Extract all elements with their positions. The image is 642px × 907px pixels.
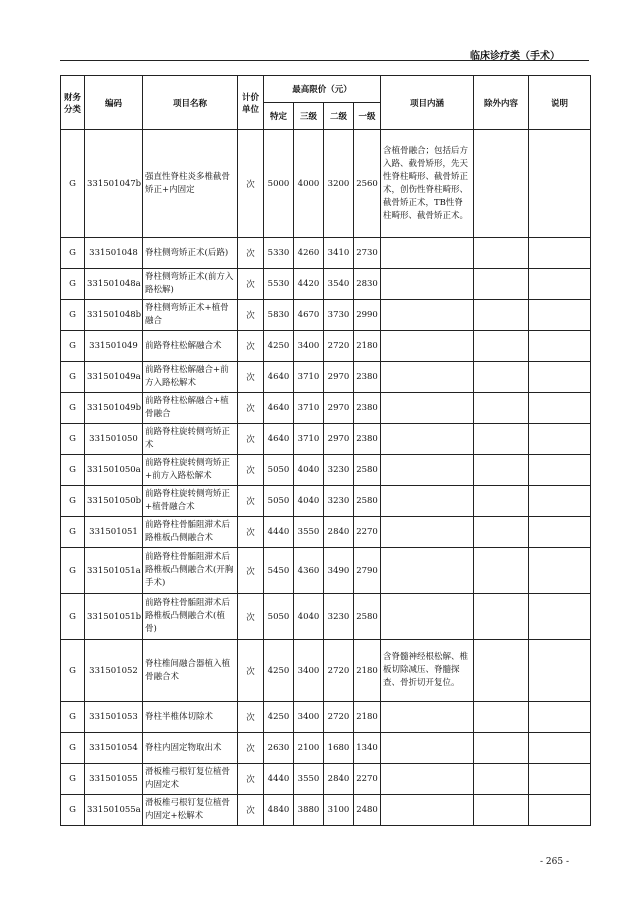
row-unit: 次 — [238, 764, 264, 795]
row-price-special: 4640 — [264, 393, 294, 424]
col-max-price: 最高限价（元） — [264, 76, 381, 103]
row-excluded — [474, 548, 529, 594]
table-row — [61, 424, 591, 455]
row-category: G — [61, 238, 85, 269]
row-name: 脊柱侧弯矫正术(前方入路松解) — [143, 269, 238, 300]
row-price-3: 4040 — [294, 455, 324, 486]
row-name: 前路脊柱骨骺阻滞术后路椎板凸侧融合术(植骨) — [143, 594, 238, 640]
row-price-1: 2790 — [354, 548, 381, 594]
row-notes — [529, 640, 591, 702]
row-price-2: 3540 — [324, 269, 354, 300]
row-price-1: 2480 — [354, 795, 381, 826]
table-row — [61, 640, 591, 702]
row-price-3: 4420 — [294, 269, 324, 300]
row-excluded — [474, 702, 529, 733]
table-row — [61, 455, 591, 486]
row-code: 331501049a — [85, 362, 143, 393]
row-price-1: 2580 — [354, 594, 381, 640]
row-notes — [529, 733, 591, 764]
row-name: 脊柱内固定物取出术 — [143, 733, 238, 764]
row-price-1: 2270 — [354, 764, 381, 795]
row-code: 331501049 — [85, 331, 143, 362]
row-price-1: 2380 — [354, 393, 381, 424]
row-price-3: 3400 — [294, 331, 324, 362]
row-price-1: 2560 — [354, 130, 381, 238]
row-price-1: 2730 — [354, 238, 381, 269]
row-price-1: 2380 — [354, 424, 381, 455]
section-header: 临床诊疗类（手术） — [470, 51, 560, 62]
row-price-3: 4260 — [294, 238, 324, 269]
row-unit: 次 — [238, 455, 264, 486]
row-price-special: 5050 — [264, 486, 294, 517]
row-price-3: 3710 — [294, 424, 324, 455]
row-notes — [529, 702, 591, 733]
row-notes — [529, 393, 591, 424]
row-price-3: 3400 — [294, 702, 324, 733]
row-code: 331501051b — [85, 594, 143, 640]
row-code: 331501053 — [85, 702, 143, 733]
row-unit: 次 — [238, 702, 264, 733]
row-unit: 次 — [238, 486, 264, 517]
row-category: G — [61, 331, 85, 362]
row-unit: 次 — [238, 517, 264, 548]
row-price-1: 2180 — [354, 331, 381, 362]
row-price-special: 2630 — [264, 733, 294, 764]
row-price-2: 2840 — [324, 517, 354, 548]
row-unit: 次 — [238, 269, 264, 300]
row-price-2: 1680 — [324, 733, 354, 764]
col-category: 财务分类 — [61, 76, 85, 130]
row-notes — [529, 517, 591, 548]
row-notes — [529, 130, 591, 238]
row-unit: 次 — [238, 548, 264, 594]
row-content — [381, 764, 474, 795]
row-price-special: 4440 — [264, 764, 294, 795]
row-notes — [529, 362, 591, 393]
row-price-3: 3400 — [294, 640, 324, 702]
row-price-3: 4040 — [294, 486, 324, 517]
row-code: 331501049b — [85, 393, 143, 424]
row-price-3: 4000 — [294, 130, 324, 238]
row-price-3: 4360 — [294, 548, 324, 594]
table-row — [61, 393, 591, 424]
row-category: G — [61, 517, 85, 548]
header-rule — [60, 60, 589, 61]
row-category: G — [61, 269, 85, 300]
row-category: G — [61, 393, 85, 424]
row-content: 含植骨融合；包括后方入路、截骨矫形，先天性脊柱畸形、截骨矫正术，创伤性脊柱畸形、截骨矫正术，TB性脊柱畸形、截骨矫正术。 — [381, 130, 474, 238]
row-notes — [529, 300, 591, 331]
row-notes — [529, 455, 591, 486]
row-price-2: 3490 — [324, 548, 354, 594]
row-excluded — [474, 300, 529, 331]
row-category: G — [61, 362, 85, 393]
row-name: 前路脊柱松解融合+前方入路松解术 — [143, 362, 238, 393]
row-price-2: 2970 — [324, 424, 354, 455]
row-price-2: 3410 — [324, 238, 354, 269]
row-unit: 次 — [238, 331, 264, 362]
col-tier-1: 一级 — [354, 103, 381, 130]
row-name: 前路脊柱松解融合术 — [143, 331, 238, 362]
row-price-special: 4640 — [264, 424, 294, 455]
row-content — [381, 424, 474, 455]
row-price-special: 5450 — [264, 548, 294, 594]
row-code: 331501050 — [85, 424, 143, 455]
row-price-2: 3230 — [324, 455, 354, 486]
row-price-2: 2970 — [324, 393, 354, 424]
row-excluded — [474, 269, 529, 300]
row-price-1: 2380 — [354, 362, 381, 393]
row-notes — [529, 548, 591, 594]
page-number: - 265 - — [540, 857, 569, 867]
table-row — [61, 238, 591, 269]
col-excluded: 除外内容 — [474, 76, 529, 130]
row-content — [381, 269, 474, 300]
col-unit: 计价单位 — [238, 76, 264, 130]
row-price-special: 4640 — [264, 362, 294, 393]
row-content — [381, 702, 474, 733]
row-category: G — [61, 764, 85, 795]
row-category: G — [61, 702, 85, 733]
row-content — [381, 331, 474, 362]
row-name: 脊柱侧弯矫正术+植骨融合 — [143, 300, 238, 331]
row-category: G — [61, 795, 85, 826]
col-tier-special: 特定 — [264, 103, 294, 130]
row-excluded — [474, 795, 529, 826]
row-code: 331501055 — [85, 764, 143, 795]
row-name: 滑板椎弓根钉复位植骨内固定+松解术 — [143, 795, 238, 826]
row-price-3: 3710 — [294, 393, 324, 424]
row-content — [381, 548, 474, 594]
row-price-2: 2720 — [324, 640, 354, 702]
row-price-1: 2580 — [354, 486, 381, 517]
row-notes — [529, 269, 591, 300]
table-row — [61, 130, 591, 238]
row-price-2: 3200 — [324, 130, 354, 238]
row-excluded — [474, 130, 529, 238]
row-name: 滑板椎弓根钉复位植骨内固定术 — [143, 764, 238, 795]
row-unit: 次 — [238, 362, 264, 393]
row-price-2: 3100 — [324, 795, 354, 826]
row-name: 强直性脊柱炎多椎截骨矫正+内固定 — [143, 130, 238, 238]
row-name: 脊柱半椎体切除术 — [143, 702, 238, 733]
col-tier-2: 二级 — [324, 103, 354, 130]
row-unit: 次 — [238, 238, 264, 269]
col-name: 项目名称 — [143, 76, 238, 130]
row-price-special: 5530 — [264, 269, 294, 300]
row-content — [381, 238, 474, 269]
row-excluded — [474, 640, 529, 702]
table-row — [61, 594, 591, 640]
row-content — [381, 733, 474, 764]
row-excluded — [474, 393, 529, 424]
row-price-special: 4250 — [264, 331, 294, 362]
table-row — [61, 795, 591, 826]
row-excluded — [474, 238, 529, 269]
row-price-3: 3710 — [294, 362, 324, 393]
row-unit: 次 — [238, 795, 264, 826]
row-price-3: 2100 — [294, 733, 324, 764]
table-row — [61, 486, 591, 517]
row-category: G — [61, 455, 85, 486]
row-content — [381, 393, 474, 424]
row-notes — [529, 331, 591, 362]
row-price-1: 2270 — [354, 517, 381, 548]
col-notes: 说明 — [529, 76, 591, 130]
row-code: 331501054 — [85, 733, 143, 764]
row-excluded — [474, 455, 529, 486]
row-price-special: 4440 — [264, 517, 294, 548]
row-name: 前路脊柱旋转侧弯矫正+植骨融合术 — [143, 486, 238, 517]
row-price-3: 3550 — [294, 517, 324, 548]
row-price-special: 5330 — [264, 238, 294, 269]
row-code: 331501052 — [85, 640, 143, 702]
row-price-special: 5050 — [264, 455, 294, 486]
row-price-1: 1340 — [354, 733, 381, 764]
row-unit: 次 — [238, 130, 264, 238]
row-price-special: 5050 — [264, 594, 294, 640]
row-category: G — [61, 548, 85, 594]
row-code: 331501048b — [85, 300, 143, 331]
row-price-1: 2180 — [354, 640, 381, 702]
row-category: G — [61, 486, 85, 517]
row-price-3: 3550 — [294, 764, 324, 795]
row-price-special: 4840 — [264, 795, 294, 826]
row-content — [381, 594, 474, 640]
row-name: 脊柱侧弯矫正术(后路) — [143, 238, 238, 269]
row-unit: 次 — [238, 393, 264, 424]
col-tier-3: 三级 — [294, 103, 324, 130]
row-price-special: 4250 — [264, 640, 294, 702]
table-row — [61, 517, 591, 548]
row-price-1: 2830 — [354, 269, 381, 300]
price-table — [60, 75, 591, 826]
row-unit: 次 — [238, 594, 264, 640]
row-name: 前路脊柱旋转侧弯矫正术 — [143, 424, 238, 455]
row-unit: 次 — [238, 733, 264, 764]
row-excluded — [474, 486, 529, 517]
row-price-3: 3880 — [294, 795, 324, 826]
row-excluded — [474, 764, 529, 795]
row-code: 331501051 — [85, 517, 143, 548]
col-code: 编码 — [85, 76, 143, 130]
table-body — [61, 130, 591, 826]
row-content — [381, 455, 474, 486]
row-code: 331501048 — [85, 238, 143, 269]
row-excluded — [474, 362, 529, 393]
table-row — [61, 300, 591, 331]
row-price-special: 5000 — [264, 130, 294, 238]
row-price-1: 2580 — [354, 455, 381, 486]
row-category: G — [61, 130, 85, 238]
row-name: 前路脊柱骨骺阻滞术后路椎板凸侧融合术(开胸手术) — [143, 548, 238, 594]
row-price-1: 2180 — [354, 702, 381, 733]
row-unit: 次 — [238, 640, 264, 702]
row-notes — [529, 486, 591, 517]
row-name: 前路脊柱旋转侧弯矫正+前方入路松解术 — [143, 455, 238, 486]
row-unit: 次 — [238, 424, 264, 455]
row-content — [381, 795, 474, 826]
row-price-2: 2720 — [324, 331, 354, 362]
row-name: 脊柱椎间融合器植入植骨融合术 — [143, 640, 238, 702]
row-name: 前路脊柱骨骺阻滞术后路椎板凸侧融合术 — [143, 517, 238, 548]
table-row — [61, 269, 591, 300]
row-content: 含脊髓神经根松解、椎板切除减压、脊髓探查、骨折切开复位。 — [381, 640, 474, 702]
row-price-2: 3230 — [324, 594, 354, 640]
row-price-special: 4250 — [264, 702, 294, 733]
row-excluded — [474, 517, 529, 548]
row-content — [381, 362, 474, 393]
row-code: 331501050b — [85, 486, 143, 517]
table-row — [61, 764, 591, 795]
col-content: 项目内涵 — [381, 76, 474, 130]
row-category: G — [61, 594, 85, 640]
row-price-special: 5830 — [264, 300, 294, 331]
row-unit: 次 — [238, 300, 264, 331]
row-name: 前路脊柱松解融合+植骨融合 — [143, 393, 238, 424]
table-row — [61, 702, 591, 733]
row-excluded — [474, 424, 529, 455]
row-price-2: 3230 — [324, 486, 354, 517]
row-category: G — [61, 733, 85, 764]
row-code: 331501051a — [85, 548, 143, 594]
row-price-1: 2990 — [354, 300, 381, 331]
row-notes — [529, 764, 591, 795]
row-price-2: 3730 — [324, 300, 354, 331]
row-code: 331501050a — [85, 455, 143, 486]
table-row — [61, 331, 591, 362]
row-price-2: 2970 — [324, 362, 354, 393]
row-notes — [529, 594, 591, 640]
row-excluded — [474, 594, 529, 640]
row-notes — [529, 238, 591, 269]
row-content — [381, 486, 474, 517]
row-price-2: 2720 — [324, 702, 354, 733]
table-row — [61, 548, 591, 594]
row-price-3: 4670 — [294, 300, 324, 331]
table-row — [61, 733, 591, 764]
row-price-3: 4040 — [294, 594, 324, 640]
row-notes — [529, 424, 591, 455]
row-category: G — [61, 300, 85, 331]
table-row — [61, 362, 591, 393]
row-code: 331501055a — [85, 795, 143, 826]
row-excluded — [474, 733, 529, 764]
row-price-2: 2840 — [324, 764, 354, 795]
row-code: 331501047b — [85, 130, 143, 238]
row-code: 331501048a — [85, 269, 143, 300]
row-content — [381, 517, 474, 548]
row-notes — [529, 795, 591, 826]
row-category: G — [61, 424, 85, 455]
row-category: G — [61, 640, 85, 702]
row-content — [381, 300, 474, 331]
row-excluded — [474, 331, 529, 362]
